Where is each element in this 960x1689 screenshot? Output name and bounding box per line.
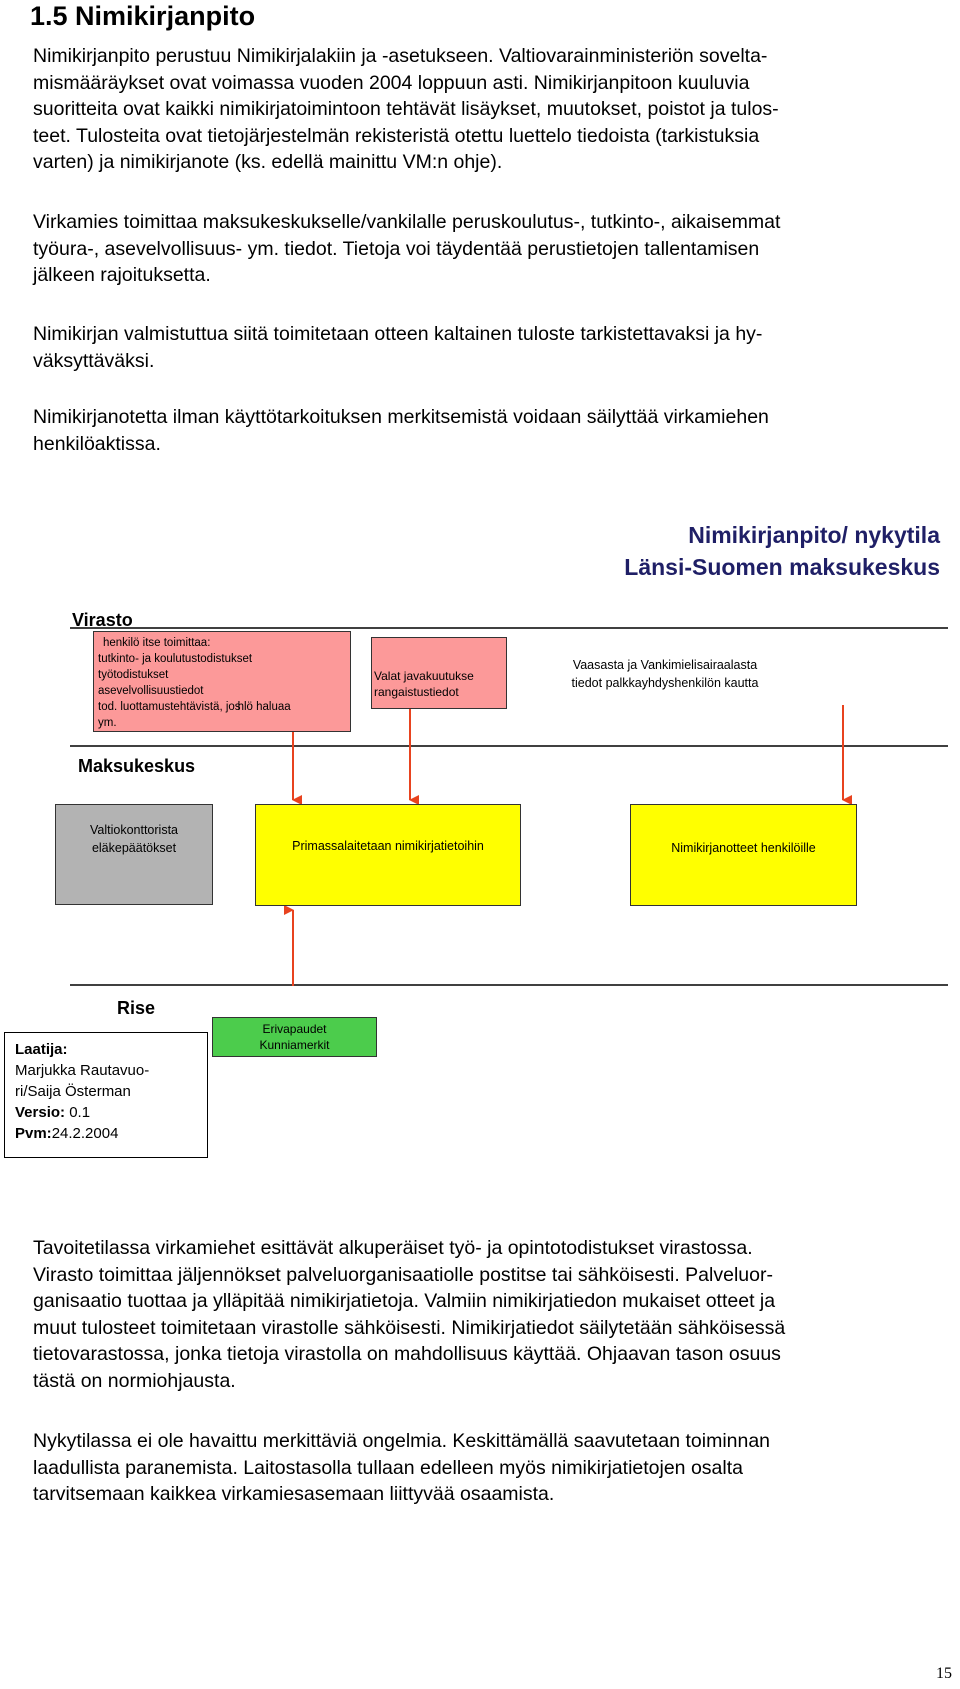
erivapaudet-box [212,1017,377,1057]
paragraph-tavoitetila [33,1235,933,1394]
box-line-part: tod. luottamustehtävistä, jos [98,701,241,713]
note-line: Vaasasta ja Vankimielisairaalasta [572,658,758,672]
versio-value: 0.1 [65,1104,91,1121]
text-line: varten) ja nimikirjanote (ks. edellä mainittu VM:n ohje). [33,151,503,173]
laatija-label: Laatija: [15,1041,68,1058]
text-line: tästä on normiohjausta. [33,1369,236,1392]
text-line: Nimikirjanotetta ilman käyttötarkoituksen merkitsemistä voidaan säilyttää virkamiehen [33,406,769,428]
box-line: tutkinto- ja koulutustodistukset [98,653,253,665]
page-number: 15 [936,1665,952,1682]
diagram-title-line1: Nimikirjanpito/ nykytila [688,522,940,548]
text-line: Nimikirjanpito perustuu Nimikirjalakiin ja -asetukseen. Valtiovarainministeriön sovelta- [33,45,768,67]
laatija-value-line1: Marjukka Rautavuo- [15,1062,150,1079]
author-info-box [4,1032,208,1158]
henkilo-toimittaa-box [93,631,351,732]
laatija-value-line2: ri/Saija Österman [15,1083,131,1100]
box-line: Valtiokonttorista [89,823,178,837]
box-line: henkilö itse toimittaa: [103,637,211,649]
box-line-overlay: vakuutukse [413,669,474,683]
text-line: Virkamies toimittaa maksukeskukselle/vankilalle peruskoulutus-, tutkinto-, aikaisemmat [33,211,781,233]
box-line: Kunniamerkit [259,1038,330,1052]
section-heading: 1.5 Nimikirjanpito [30,1,256,31]
text-line: muut tulosteet toimitetaan virastolle sähköisesti. Nimikirjatiedot säilytetään sähköisessä [33,1316,786,1339]
text-line: väksyttäväksi. [33,349,155,372]
box-line: Nimikirjanotteet henkilöille [671,841,816,855]
box-line: työtodistukset [98,669,169,681]
versio-label: Versio: [15,1104,66,1121]
box-line [374,668,504,684]
box-line: eläkepäätökset [91,841,177,855]
pvm-label: Pvm: [15,1125,52,1142]
rise-label: Rise [117,998,156,1018]
diagram-title-line2: Länsi-Suomen maksukeskus [624,554,940,580]
pvm-value: 24.2.2004 [51,1125,119,1142]
vaasa-note [530,656,800,692]
pvm-row [15,1123,197,1144]
text-line: teet. Tulosteita ovat tietojärjestelmän rekisteristä otettu luettelo tiedoista (tarkistuksia [33,124,760,147]
text-line: laadullista paranemista. Laitostasolla tullaan edelleen myös nimikirjatietojen osalta [33,1456,743,1479]
versio-row [15,1102,197,1123]
box-line-part: Primassa [292,839,345,853]
box-line [98,699,346,715]
text-line: Nykytilassa ei ole havaittu merkittäviä ongelmia. Keskittämällä saavutetaan toiminnan [33,1430,771,1452]
maksukeskus-label: Maksukeskus [78,756,196,776]
box-line: Erivapaudet [262,1022,327,1036]
box-line-part: laitetaan nimikirjatietoihin [344,839,484,853]
text-line: Tavoitetilassa virkamiehet esittävät alkuperäiset työ- ja opintotodistukset virastossa. [33,1237,753,1259]
text-line: työura-, asevelvollisuus- ym. tiedot. Tietoja voi täydentää perustietojen tallentamisen [33,237,760,260]
text-line: Nimikirjan valmistuttua siitä toimitetaan otteen kaltainen tuloste tarkistettavaksi ja hy- [33,323,763,345]
nimikirjanotteet-box [630,804,857,906]
box-line-overlay: hlö haluaa [237,701,291,713]
text-line: jälkeen rajoituksetta. [33,264,211,286]
text-line: Virasto toimittaa jäljennökset palveluorganisaatiolle postitse tai sähköisesti. Palveluor- [33,1263,773,1286]
box-line-part: Valat ja [374,669,414,683]
box-line: ym. [98,717,117,729]
text-line: tarvitsemaan kaikkea virkamiesasemaan liittyvää osaamista. [33,1483,555,1505]
laatija-row [15,1039,197,1060]
note-line: tiedot palkkayhdyshenkilön kautta [571,676,759,690]
text-line: mismääräykset ovat voimassa vuoden 2004 loppuun asti. Nimikirjanpitoon kuuluvia [33,71,750,94]
valtiokonttori-box [55,804,213,905]
box-line [256,837,520,855]
paragraph-nykytila [33,1428,933,1508]
virasto-label: Virasto [72,610,133,630]
box-line: asevelvollisuustiedot [98,685,204,697]
text-line: henkilöaktissa. [33,432,161,455]
text-line: tietovarastossa, jonka tietoja virastolla on mahdollisuus käyttää. Ohjaavan tason osuus [33,1343,781,1365]
primassa-box [255,804,521,906]
text-line: suoritteita ovat kaikki nimikirjatoimintoon tehtävät lisäykset, muutokset, poistot ja tulos- [33,98,779,120]
box-line: rangaistustiedot [374,685,459,699]
valat-rangaistustiedot-box [371,637,507,709]
text-line: ganisaatio tuottaa ja ylläpitää nimikirjatietoja. Valmiin nimikirjatiedon mukaiset otteet ja [33,1290,776,1312]
